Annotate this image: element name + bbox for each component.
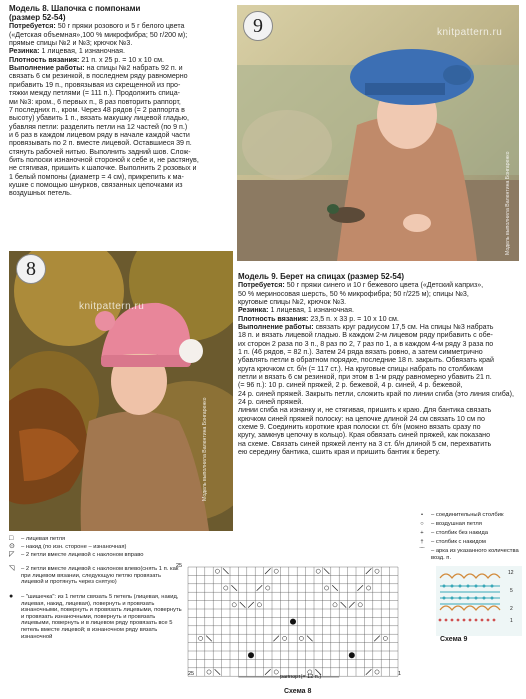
model8-text-run: на спицы №2 набрать 92 п. и <box>84 64 183 73</box>
model9-text-run: убавлять петли в обратном порядке, последние 18 п. закрыть. Обвязать край <box>238 356 494 365</box>
model9-text-run: 50 г пряжи синего и 10 г бежевого цвета («Детский каприз», <box>284 281 484 290</box>
scheme8-yarnover-mark <box>215 569 219 573</box>
model8-line <box>9 164 234 172</box>
model8-text-run: и 6 раз в каждом лицевом ряду в начале каждой части <box>9 130 190 139</box>
model8-body <box>9 22 234 197</box>
scheme8-decrease-mark <box>357 585 363 591</box>
scheme8-decrease-mark <box>240 602 246 608</box>
scheme8-yarnover-mark <box>333 603 337 607</box>
model8-heading-run: Выполнение работы: <box>9 64 85 73</box>
photo9-credit: Модель выполнила Валентина Бонгаренко <box>505 151 511 255</box>
model8-heading-run: Резинка: <box>9 47 40 56</box>
model9-heading-run: Плотность вязания: <box>238 314 309 323</box>
scheme9 <box>436 566 522 646</box>
legend-symbol-icon: ◸ <box>9 551 15 558</box>
legend-crochet-item <box>416 521 521 528</box>
model9-text-run: 1 лицевая, 1 изнаночная. <box>268 306 354 315</box>
legend-crochet-label: – воздушная петля <box>431 521 482 527</box>
model9-text-run: линии сгиба на изнанку и, не стягивая, пришить к краю. Для бантика связать <box>238 406 492 415</box>
scheme8-yarnover-mark <box>283 636 287 640</box>
model9-line <box>238 356 520 364</box>
model9-heading-run: Потребуется: <box>238 281 285 290</box>
model9-text-run: на схеме. Связать синей пряжей ленту на 3 ст. б/н длиной 5 см, перехватить <box>238 439 492 448</box>
model9-line <box>238 415 520 423</box>
model8-line <box>9 81 234 89</box>
model8-line <box>9 139 234 147</box>
photo9-watermark: knitpattern.ru <box>437 27 503 38</box>
legend-item <box>9 552 184 559</box>
model9-line <box>238 381 520 389</box>
model9-text-run: круга крючком ст. б/н (= 117 ст.). На круговые спицы набрать по столбикам <box>238 364 483 373</box>
scheme8-yarnover-mark <box>274 569 278 573</box>
scheme8-bobble-mark <box>248 652 254 658</box>
scheme8-bobble-mark <box>290 619 296 625</box>
scheme9-num-12: 12 <box>508 570 514 576</box>
model8-size: (размер 52-54) <box>9 13 66 23</box>
model9-text-run: (= 96 п.): 10 р. синей пряжей, 2 р. бежевой, 4 р. синей, 4 р. бежевой, <box>238 381 463 390</box>
scheme8-col-left: 25 <box>188 671 195 677</box>
model9-line <box>238 390 520 407</box>
model8-text-run: 21 п. х 25 р. = 10 х 10 см. <box>79 55 164 64</box>
model9-text-run: связать круг радиусом 17,5 см. На спицы №3 набрать <box>313 322 494 331</box>
scheme8-decrease-mark <box>332 585 338 591</box>
legend-crochet-label: – арка из указанного количества возд. п. <box>431 548 519 561</box>
scheme8-row-top: 25 <box>176 563 183 569</box>
model8-text-block <box>9 4 234 198</box>
legend-symbol-icon: ⊙ <box>9 543 15 550</box>
scheme8-decrease-mark <box>341 602 347 608</box>
model9-line <box>238 281 520 289</box>
photo9-number-badge: 9 <box>243 11 273 41</box>
model9-line <box>238 323 520 331</box>
model9-text-run: 50 % мериносовая шерсть, 50 % микрофибра; 50 г/225 м); спицы №3, <box>238 289 469 298</box>
model8-line <box>9 39 234 47</box>
model8-text-run: прямые спицы №2 и №3; крючок №3. <box>9 39 133 48</box>
model8-line <box>9 156 234 164</box>
model8-text-run: бить полоски изнаночной стороной к себе и, не растянув, <box>9 155 199 164</box>
scheme8-decrease-mark <box>248 602 254 608</box>
model9-line <box>238 373 520 381</box>
scheme8-yarnover-mark <box>224 586 228 590</box>
model9-text-run: кругу, замкнув цепочку в кольцо). Края обвязать синей пряжей, как показано <box>238 431 491 440</box>
model8-text-run: стянуть рабочей нитью. Выполнить задний шов. Слож- <box>9 147 191 156</box>
legend-crochet-item <box>416 530 521 537</box>
photo-model9 <box>237 5 519 261</box>
model9-line <box>238 340 520 348</box>
scheme8-decrease-mark <box>265 669 271 675</box>
legend-item <box>9 566 184 586</box>
model9-line <box>238 306 520 314</box>
model8-text-run: тяжки между петлями (= 111 п.). Продолжить спица- <box>9 89 181 98</box>
model8-text-run: 50 г пряжи розового и 5 г белого цвета <box>55 22 185 31</box>
scheme8-yarnover-mark <box>207 670 211 674</box>
scheme9-num-5: 5 <box>510 588 513 594</box>
scheme8-yarnover-mark <box>257 603 261 607</box>
scheme8-decrease-mark <box>223 568 229 574</box>
legend-label: – 2 петли вместе лицевой с наклоном влево(снять 1 п. как при лицевом вязании, следующую петлю провязать лицевой и протянуть через снятую) <box>21 566 179 586</box>
legend-symbol-icon: ◹ <box>9 565 15 572</box>
legend-crochet-symbol-icon: ⌒ <box>419 548 425 554</box>
model9-text-run: петли и вязать 6 см резинкой, при этом в 1-м ряду равномерно убавить 21 п. <box>238 372 492 381</box>
scheme8-decrease-mark <box>349 602 355 608</box>
model9-heading-run: Резинка: <box>238 306 269 315</box>
model8-text-run: прибавить 19 п., провязывая из скрещенной из про- <box>9 80 181 89</box>
model9-text-run: 23,5 п. х 33 р. = 10 х 10 см. <box>308 314 399 323</box>
scheme9-diagram <box>436 566 522 636</box>
model9-text-run: крючком синей пряжей полоску: на цепочке длиной 24 см связать 10 см по <box>238 414 485 423</box>
model8-line <box>9 114 234 122</box>
model8-text-run: высоту) убавить 1 п., вязать макушку лицевой гладью, <box>9 114 189 123</box>
model9-text-run: ею середину бантика, сшить края и пришить бантик к берету. <box>238 448 441 457</box>
model9-heading-run: Выполнение работы: <box>238 322 314 331</box>
model8-text-run: убавляя петли: разделить петли на 12 частей (по 9 п.) <box>9 122 188 131</box>
model8-line <box>9 72 234 80</box>
model8-text-run: 7 последних п., кром. Через 48 рядов (= 2 раппорта в <box>9 105 185 114</box>
model8-text-run: 1 лицевая, 1 изнаночная. <box>39 47 125 56</box>
scheme8-yarnover-mark <box>274 670 278 674</box>
legend-label: – накид (по изн. стороне – изнаночная) <box>21 544 127 550</box>
model9-line <box>238 431 520 439</box>
model9-text-block <box>238 272 520 456</box>
model8-text-run: воздушных петель. <box>9 189 72 198</box>
legend-crochet-label: – столбик с накидом <box>431 539 486 545</box>
legend-item <box>9 544 184 551</box>
model8-line <box>9 47 234 55</box>
legend-crochet-item <box>416 512 521 519</box>
model8-line <box>9 56 234 64</box>
legend-symbol-icon: ● <box>9 593 14 600</box>
model9-line <box>238 331 520 339</box>
legend-crochet-symbol-icon: + <box>420 530 424 536</box>
legend-item <box>9 594 184 640</box>
model9-line <box>238 406 520 414</box>
model8-line <box>9 173 234 181</box>
photo8-watermark: knitpattern.ru <box>79 301 145 312</box>
legend-symbol-icon: □ <box>9 535 14 542</box>
scheme8-decrease-mark <box>324 568 330 574</box>
model8-line <box>9 189 234 197</box>
model9-text-run: их сторон 2 раза по 3 п., 8 раз по 2, 7 раз по 1, а в каждом 4-м ряду 3 раза по <box>238 339 494 348</box>
legend-crochet-symbol-icon: • <box>420 512 424 518</box>
model8-text-run: ми №3: кром., 6 первых п., 8 раз повторить раппорт, <box>9 97 181 106</box>
scheme8-col-right: 1 <box>398 671 402 677</box>
model8-line <box>9 106 234 114</box>
model8-text-run: 1 белый помпоны (диаметр = 4 см), прикрепить к ма- <box>9 172 184 181</box>
scheme8-decrease-mark <box>307 636 313 642</box>
model8-heading-run: Потребуется: <box>9 22 56 31</box>
legend-crochet-label: – соединительный столбик <box>431 512 504 518</box>
model9-text-run: схеме 9. Соединить короткие края полоски ст. б/н (можно вязать сразу по <box>238 423 481 432</box>
scheme8-decrease-mark <box>257 585 263 591</box>
scheme8-yarnover-mark <box>367 586 371 590</box>
scheme9-num-2: 2 <box>510 606 513 612</box>
model9-line <box>238 290 520 298</box>
scheme8-yarnover-mark <box>199 636 203 640</box>
model9-line <box>238 315 520 323</box>
scheme8-rapport: раппорт(= 12 п.) <box>280 674 322 680</box>
scheme8-decrease-mark <box>265 568 271 574</box>
model8-title: Модель 8. Шапочка с помпонами <box>9 4 141 13</box>
legend-crochet-item <box>416 548 521 561</box>
model9-line <box>238 423 520 431</box>
legend-crochet-label: – столбик без накида <box>431 530 488 536</box>
scheme8-yarnover-mark <box>375 670 379 674</box>
model8-line <box>9 131 234 139</box>
model8-line <box>9 31 234 39</box>
legend-label: – лицевая петля <box>21 536 66 542</box>
model8-line <box>9 123 234 131</box>
legend-label: – 2 петли вместе лицевой с наклоном вправо <box>21 552 144 558</box>
model9-line <box>238 298 520 306</box>
scheme9-caption: Схема 9 <box>440 636 468 643</box>
model9-text-run: 24 р. синей пряжей. Закрыть петли, сложить край по линии сгиба (это линия сгиба), 24 р. синей пряжей. <box>238 389 514 407</box>
scheme8-yarnover-mark <box>266 586 270 590</box>
scheme8-bobble-mark <box>349 652 355 658</box>
scheme8-yarnover-mark <box>299 636 303 640</box>
model9-line <box>238 365 520 373</box>
photo-model8 <box>9 251 233 531</box>
model9-text-run: круговые спицы №2, крючок №3. <box>238 297 347 306</box>
photo8-credit: Модель выполнила Валентина Бонгаренко <box>202 397 208 501</box>
scheme8-decrease-mark <box>273 636 279 642</box>
scheme8-decrease-mark <box>231 585 237 591</box>
model8-line <box>9 181 234 189</box>
model9-title: Модель 9. Берет на спицах (размер 52-54) <box>238 272 404 281</box>
model8-line <box>9 22 234 30</box>
model9-text-run: 18 п. и вязать лицевой гладью. В каждом 2-м лицевом ряду прибавить с обе- <box>238 331 493 340</box>
model9-line <box>238 440 520 448</box>
model8-text-run: провязывать по 2 п. вместе лицевой. Оставшиеся 39 п. <box>9 139 192 148</box>
model9-body <box>238 281 520 456</box>
model8-text-run: кушке с помощью шнурков, связанных цепочками из <box>9 180 183 189</box>
legend-crochet-symbol-icon: † <box>420 539 424 545</box>
scheme8-yarnover-mark <box>232 603 236 607</box>
model8-text-run: («Детская объемная»,100 % микрофибра; 50 г/200 м); <box>9 30 188 39</box>
scheme8-grid <box>180 563 414 683</box>
model8-heading-run: Плотность вязания: <box>9 55 80 64</box>
scheme8-yarnover-mark <box>375 569 379 573</box>
scheme8-decrease-mark <box>206 636 212 642</box>
scheme8-yarnover-mark <box>383 636 387 640</box>
scheme8 <box>176 563 414 699</box>
scheme8-yarnover-mark <box>316 569 320 573</box>
model8-text-run: связать 6 см резинкой, в последнем ряду равномерно <box>9 72 188 81</box>
photo-model8-image <box>9 251 233 531</box>
model9-line <box>238 448 520 456</box>
scheme8-decrease-mark <box>366 568 372 574</box>
scheme8-decrease-mark <box>215 669 221 675</box>
model8-line <box>9 89 234 97</box>
scheme8-decrease-mark <box>374 636 380 642</box>
scheme8-caption: Схема 8 <box>284 688 312 695</box>
scheme9-num-1: 1 <box>510 618 513 624</box>
model8-line <box>9 98 234 106</box>
legend-label: – "шишечка": из 1 петли связать 5 петель (лицевая, накид, лицевая, накид, лицевая), повернуть и провязать изнаночными, повернуть и провязать лицевыми, повернуть и провязать изнаночными, повернуть и провязать лицевыми, повернуть и в лицевом ряду провязать все 5 петель вместе лицевой; в изнаночном ряду вязать изнаночной <box>21 594 182 640</box>
model9-text-run: 1 п. (46 рядов, = 82 п.). Затем 24 ряда вязать ровно, а затем симметрично <box>238 347 483 356</box>
legend-item <box>9 536 184 543</box>
legend-crochet-item <box>416 539 521 546</box>
photo8-number-badge: 8 <box>16 254 46 284</box>
legend-crochet-symbol-icon: ○ <box>420 521 424 527</box>
model8-line <box>9 64 234 72</box>
photo-model9-image <box>237 5 519 261</box>
model9-line <box>238 348 520 356</box>
scheme8-yarnover-mark <box>325 586 329 590</box>
model8-line <box>9 148 234 156</box>
scheme8-decrease-mark <box>366 669 372 675</box>
scheme8-yarnover-mark <box>358 603 362 607</box>
model8-text-run: не стягивая, пришить к шапочке. Выполнить 2 розовых и <box>9 164 197 173</box>
